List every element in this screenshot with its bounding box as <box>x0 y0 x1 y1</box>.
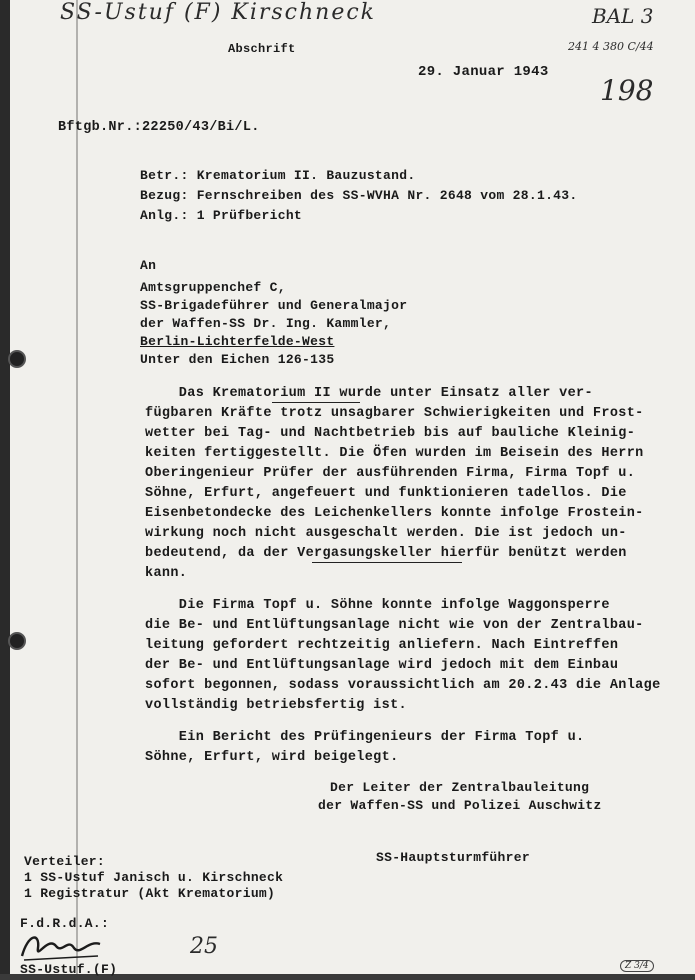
address-street: Unter den Eichen 126-135 <box>140 352 335 367</box>
punch-hole <box>8 632 26 650</box>
subject-line: Betr.: Krematorium II. Bauzustand. <box>140 168 416 183</box>
address-city: Berlin-Lichterfelde-West <box>140 334 335 349</box>
body-line: Oberingenieur Prüfer der ausführenden Firma, Firma Topf u. <box>145 466 636 481</box>
certification-mark: F.d.R.d.A.: <box>20 916 110 931</box>
distribution-title: Verteiler: <box>24 854 106 869</box>
distribution-item: 1 SS-Ustuf Janisch u. Kirschneck <box>24 870 284 885</box>
body-line: wirkung noch nicht ausgeschalt werden. Die ist jedoch un- <box>145 526 627 541</box>
body-line: der Be- und Entlüftungsanlage wird jedoch mit dem Einbau <box>145 658 619 673</box>
copy-note: Abschrift <box>228 42 296 56</box>
address-line: SS-Brigadeführer und Generalmajor <box>140 298 408 313</box>
body-line: Das Krematorium II wurde unter Einsatz aller ver- <box>145 386 593 401</box>
signature-line: Der Leiter der Zentralbauleitung <box>330 780 590 795</box>
body-line: bedeutend, da der Vergasungskeller hierfür benützt werden <box>145 546 627 561</box>
journal-number: Bftgb.Nr.:22250/43/Bi/L. <box>58 120 260 135</box>
handwritten-archive-mark: BAL 3 <box>592 4 654 28</box>
corner-stamp: Z 3/4 <box>620 960 654 972</box>
handwritten-number: 25 <box>190 934 218 959</box>
signature-line: der Waffen-SS und Polizei Auschwitz <box>318 798 602 813</box>
scan-left-edge <box>0 0 10 980</box>
body-line: vollständig betriebsfertig ist. <box>145 698 407 713</box>
body-line: Eisenbetondecke des Leichenkellers konnte infolge Frostein- <box>145 506 644 521</box>
body-line: Söhne, Erfurt, angefeuert und funktionieren tadellos. Die <box>145 486 627 501</box>
address-line: der Waffen-SS Dr. Ing. Kammler, <box>140 316 392 331</box>
fold-line <box>76 0 78 980</box>
body-line: leitung gefordert rechtzeitig anliefern. Nach Eintreffen <box>145 638 619 653</box>
body-line: die Be- und Entlüftungsanlage nicht wie von der Zentralbau- <box>145 618 644 633</box>
certification-rank: SS-Ustuf.(F) <box>20 962 118 977</box>
document-date: 29. Januar 1943 <box>418 64 549 80</box>
body-line: fügbaren Kräfte trotz unsagbarer Schwierigkeiten und Frost- <box>145 406 644 421</box>
body-line: Ein Bericht des Prüfingenieurs der Firma Topf u. <box>145 730 585 745</box>
handwritten-file-reference: 241 4 380 C/44 <box>568 40 654 53</box>
underline-mark <box>312 562 462 563</box>
underline-mark <box>272 402 360 403</box>
reference-line: Bezug: Fernschreiben des SS-WVHA Nr. 2648 vom 28.1.43. <box>140 188 578 203</box>
body-line: keiten fertiggestellt. Die Öfen wurden im Beisein des Herrn <box>145 446 644 461</box>
handwritten-signature <box>18 926 108 966</box>
address-to: An <box>140 258 157 273</box>
body-line: Die Firma Topf u. Söhne konnte infolge Waggonsperre <box>145 598 610 613</box>
body-line: sofort begonnen, sodass voraussichtlich am 20.2.43 die Anlage <box>145 678 661 693</box>
punch-hole <box>8 350 26 368</box>
distribution-item: 1 Registratur (Akt Krematorium) <box>24 886 276 901</box>
handwritten-page-number: 198 <box>600 74 654 107</box>
body-line: Söhne, Erfurt, wird beigelegt. <box>145 750 399 765</box>
handwritten-name: SS-Ustuf (F) Kirschneck <box>60 0 377 25</box>
body-line: wetter bei Tag- und Nachtbetrieb bis auf bauliche Kleinig- <box>145 426 636 441</box>
body-line: kann. <box>145 566 188 581</box>
address-line: Amtsgruppenchef C, <box>140 280 286 295</box>
enclosure-line: Anlg.: 1 Prüfbericht <box>140 208 303 223</box>
signatory-rank: SS-Hauptsturmführer <box>376 850 530 865</box>
